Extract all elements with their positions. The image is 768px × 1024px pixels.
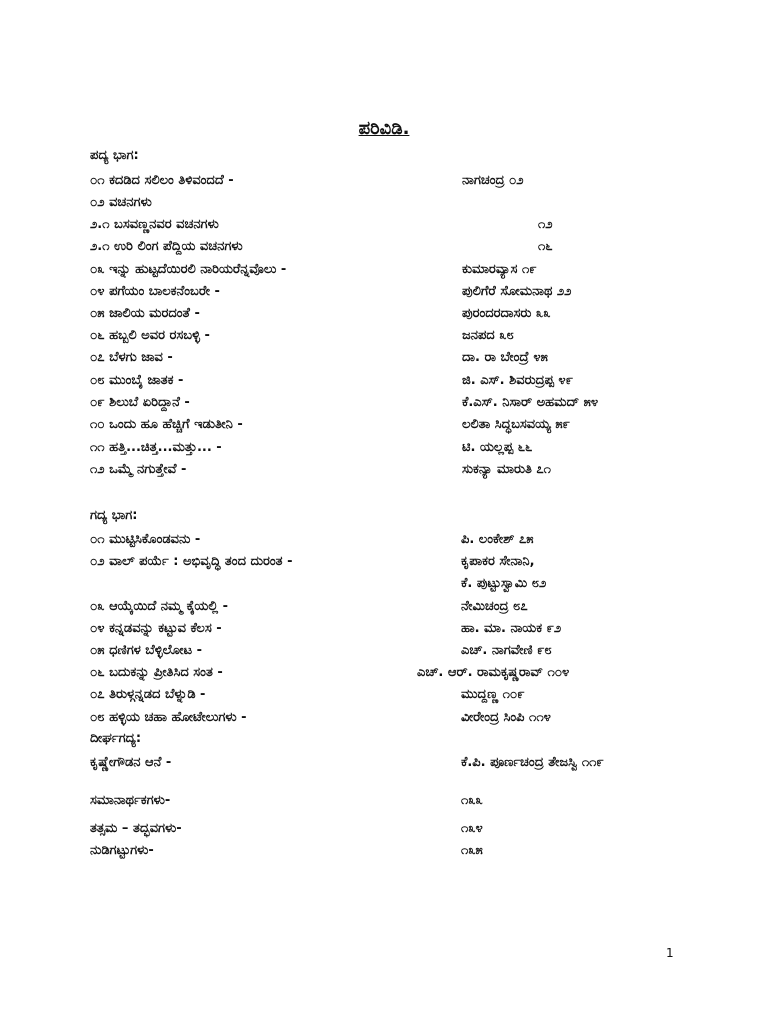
toc-entry [0, 236, 768, 258]
toc-entry [0, 303, 768, 325]
toc-entry-author-page: ಎಚ್. ನಾಗವೇಣಿ ೯೮ [461, 643, 552, 658]
toc-entry [0, 325, 768, 347]
toc-entry-author-page: ಪುರಂದರದಾಸರು ೩೩ [462, 306, 551, 321]
toc-entry-title: ೦೧ ಕದಡಿದ ಸಲಿಲಂ ತಿಳಿವಂದದೆ - [90, 173, 234, 188]
toc-entry-author-page: ನೇಮಿಚಂದ್ರ ೮೭ [461, 599, 528, 614]
page-number: 1 [666, 946, 674, 960]
toc-entry-author-page: ಪಿ. ಲಂಕೇಶ್ ೭೫ [461, 532, 534, 547]
toc-entry [0, 573, 768, 595]
toc-entry [0, 392, 768, 414]
section-heading-gadya: ಗದ್ಯ ಭಾಗ: [90, 508, 138, 523]
toc-entry [0, 170, 768, 192]
toc-entry-author-page: ಪುಲಿಗೆರೆ ಸೋಮನಾಥ ೨೨ [462, 284, 572, 299]
toc-entry-author-page: ವೀರೇಂದ್ರ ಸಿಂಪಿ ೧೧೪ [461, 710, 551, 725]
toc-entry [0, 414, 768, 436]
toc-entry [0, 459, 768, 481]
toc-entry-title: ೦೫ ಧಣಿಗಳ ಬೆಳ್ಳಿಲೋಟ - [90, 643, 203, 658]
toc-entry [0, 259, 768, 281]
toc-entry-author-page: ಮುದ್ದಣ್ಣ ೧೦೯ [461, 687, 525, 702]
toc-entry-title: ೦೭ ಬೆಳಗು ಜಾವ - [90, 350, 173, 365]
toc-entry-title: ೦೨ ವಾಲ್ ಪರ್ಯೆ : ಅಭಿವೃದ್ಧಿ ತಂದ ದುರಂತ - [90, 554, 293, 569]
toc-entry [0, 640, 768, 662]
section-heading-dirgha: ದೀರ್ಘಗದ್ಯ: [90, 731, 142, 746]
toc-entry-title: ನುಡಿಗಟ್ಟುಗಳು- [90, 843, 154, 858]
toc-entry-author-page: ಜಿ. ಎಸ್. ಶಿವರುದ್ರಪ್ಪ ೪೯ [462, 373, 573, 388]
toc-entry-title: ೨.೧ ಬಸವಣ್ಣನವರ ವಚನಗಳು [90, 217, 219, 232]
toc-entry-author-page: ೧೩೫ [461, 843, 483, 858]
toc-entry [0, 281, 768, 303]
toc-entry [0, 790, 768, 812]
toc-entry-title: ತತ್ಸಮ – ತದ್ಭವಗಳು- [90, 821, 182, 836]
toc-entry-title: ೨.೧ ಉರಿ ಲಿಂಗ ಪೆದ್ದಿಯ ವಚನಗಳು [90, 239, 243, 254]
toc-entry-title: ೦೭ ತಿರುಳ್ಗನ್ನಡದ ಬೆಳ್ನುಡಿ - [90, 687, 206, 702]
toc-entry [0, 707, 768, 729]
toc-entry-author-page: ಹಾ. ಮಾ. ನಾಯಕ ೯೨ [461, 621, 562, 636]
toc-entry [0, 529, 768, 551]
toc-entry-author-page: ೧೩೪ [461, 821, 483, 836]
section-heading-padya: ಪದ್ಯ ಭಾಗ: [90, 148, 139, 163]
toc-entry-title: ೦೪ ಕನ್ನಡವನ್ನು ಕಟ್ಟುವ ಕೆಲಸ - [90, 621, 222, 636]
toc-entry-title: ೦೮ ಹಳ್ಳಿಯ ಚಹಾ ಹೋಟೇಲುಗಳು - [90, 710, 247, 725]
toc-entry-title: ೦೩ ಆಯ್ಕೆಯಿದೆ ನಮ್ಮ ಕೈಯಲ್ಲಿ - [90, 599, 229, 614]
toc-entry-title: ೧೦ ಒಂದು ಹೂ ಹೆಚ್ಚಿಗೆ ಇಡುತೀನಿ - [90, 417, 243, 432]
toc-entry [0, 752, 768, 774]
toc-entry-author-page: ಕೆ. ಪುಟ್ಟುಸ್ವಾಮಿ ೮೨ [461, 576, 547, 591]
toc-entry-author-page: ದಾ. ರಾ ಬೇಂದ್ರೆ ೪೫ [462, 350, 548, 365]
toc-entry-title: ೧೧ ಹತ್ತಿ...ಚಿತ್ತ...ಮತ್ತು... - [90, 440, 222, 455]
toc-entry-title: ೦೧ ಮುಟ್ಟಿಸಿಕೊಂಡವನು - [90, 532, 201, 547]
toc-entry-title: ೦೨ ವಚನಗಳು [90, 195, 152, 210]
toc-entry [0, 618, 768, 640]
toc-entry [0, 214, 768, 236]
toc-entry [0, 596, 768, 618]
toc-entry-author-page: ಕೃಪಾಕರ ಸೇನಾನಿ, [461, 554, 535, 569]
toc-entry-author-page: ಎಚ್. ಆರ್. ರಾಮಕೃಷ್ಣರಾವ್ ೧೦೪ [417, 665, 570, 680]
toc-entry-title: ಕೃಷ್ಣೇಗೌಡನ ಆನೆ - [90, 755, 172, 770]
toc-entry [0, 684, 768, 706]
toc-entry-author-page: ಕೆ.ಪಿ. ಪೂರ್ಣಚಂದ್ರ ತೇಜಸ್ವಿ ೧೧೯ [461, 755, 604, 770]
toc-entry-author-page: ಕೆ.ಎಸ್. ನಿಸಾರ್ ಅಹಮದ್ ೫೪ [462, 395, 599, 410]
page-title: ಪರಿವಿಡಿ. [358, 118, 410, 139]
toc-entry-title: ೦೬ ಬದುಕನ್ನು ಪ್ರೀತಿಸಿದ ಸಂತ - [90, 665, 223, 680]
toc-entry-title: ೧೨ ಒಮ್ಮೆ ನಗುತ್ತೇವೆ - [90, 462, 187, 477]
toc-entry-author-page: ೧೨ [538, 217, 553, 232]
toc-entry-author-page: ಜನಪದ ೩೮ [462, 328, 514, 343]
toc-entry-author-page: ಕುಮಾರವ್ಯಾಸ ೧೯ [462, 262, 537, 277]
toc-entry [0, 818, 768, 840]
toc-entry-title: ೦೮ ಮುಂಬೈ ಜಾತಕ - [90, 373, 184, 388]
toc-entry-title: ಸಮಾನಾರ್ಥಕಗಳು- [90, 793, 171, 808]
toc-entry-author-page: ೧೬ [538, 239, 553, 254]
toc-entry-title: ೦೪ ಪಗೆಯಂ ಬಾಲಕನೆಂಬರೇ - [90, 284, 220, 299]
toc-entry [0, 551, 768, 573]
toc-entry [0, 437, 768, 459]
toc-entry-title: ೦೯ ಶಿಲುಬೆ ಏರಿದ್ದಾನೆ - [90, 395, 190, 410]
toc-entry-title: ೦೬ ಹಬ್ಬಲಿ ಅವರ ರಸಬಳ್ಳಿ - [90, 328, 210, 343]
toc-entry [0, 347, 768, 369]
toc-entry [0, 662, 768, 684]
toc-entry [0, 370, 768, 392]
toc-entry-author-page: ಸುಕನ್ಯಾ ಮಾರುತಿ ೭೧ [462, 462, 551, 477]
toc-entry [0, 840, 768, 862]
toc-entry-title: ೦೫ ಜಾಲಿಯ ಮರದಂತೆ - [90, 306, 200, 321]
toc-entry-title: ೦೩ ಇನ್ನು ಹುಟ್ಟದೆಯಿರಲಿ ನಾರಿಯರೆನ್ನವೊಲು - [90, 262, 287, 277]
toc-entry-author-page: ಲಲಿತಾ ಸಿದ್ಧಬಸವಯ್ಯ ೫೯ [462, 417, 570, 432]
toc-entry-author-page: ಟಿ. ಯಲ್ಲಪ್ಪ ೬೬ [462, 440, 533, 455]
toc-entry-author-page: ನಾಗಚಂದ್ರ ೦೨ [462, 173, 524, 188]
toc-entry [0, 192, 768, 214]
toc-entry-author-page: ೧೩೩ [461, 793, 483, 808]
